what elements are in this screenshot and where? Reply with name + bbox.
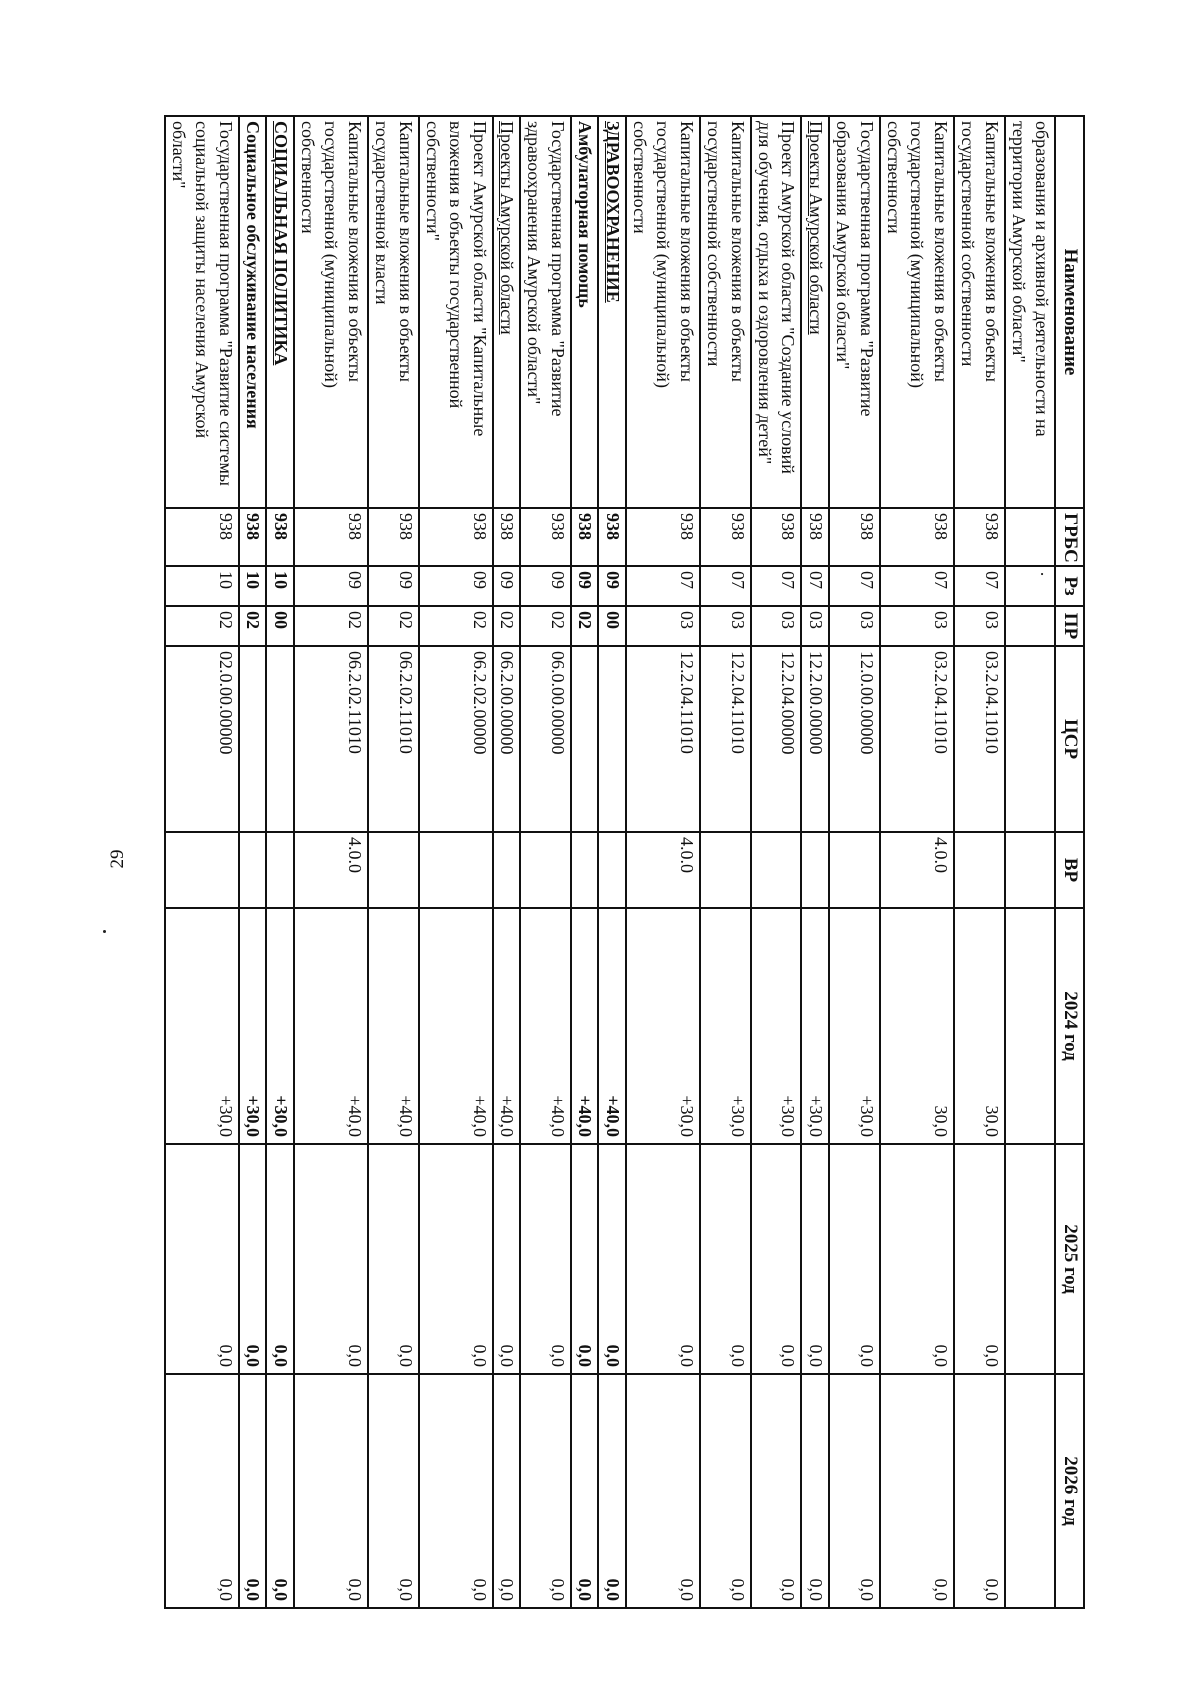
table-row [751, 116, 802, 1608]
cell-2025: 0,0 [829, 1144, 880, 1374]
cell-2024: +30,0 [751, 908, 802, 1144]
cell-2026: 0,0 [520, 1374, 571, 1608]
cell-2025: 0,0 [165, 1144, 239, 1374]
cell-grbs: 938 [571, 508, 598, 566]
cell-grbs: 938 [165, 508, 239, 566]
cell-vr [493, 832, 520, 908]
cell-2024: +30,0 [266, 908, 293, 1144]
cell-vr: 4.0.0 [294, 832, 368, 908]
cell-2024: +30,0 [700, 908, 751, 1144]
cell-2024: +30,0 [165, 908, 239, 1144]
cell-2026: 0,0 [829, 1374, 880, 1608]
cell-pr: 02 [165, 606, 239, 646]
col-header-pr: ПР [1055, 606, 1084, 646]
table-row [700, 116, 751, 1608]
cell-2026: 0,0 [266, 1374, 293, 1608]
cell-grbs: 938 [880, 508, 954, 566]
cell-pr: 03 [880, 606, 954, 646]
cell-2026: 0,0 [880, 1374, 954, 1608]
cell-vr [954, 832, 1005, 908]
table-row [598, 116, 625, 1608]
cell-pr: 00 [266, 606, 293, 646]
cell-vr [829, 832, 880, 908]
budget-table [164, 115, 1085, 1609]
cell-rz: 10 [266, 566, 293, 606]
cell-csr [266, 646, 293, 832]
table-row [419, 116, 493, 1608]
cell-2025: 0,0 [801, 1144, 828, 1374]
table-row [1005, 116, 1056, 1608]
cell-2024: +30,0 [829, 908, 880, 1144]
cell-vr [801, 832, 828, 908]
cell-rz: 07 [801, 566, 828, 606]
table-row [165, 116, 239, 1608]
cell-name: Проекты Амурской области [801, 116, 828, 508]
cell-2024: 30,0 [880, 908, 954, 1144]
cell-2025: 0,0 [294, 1144, 368, 1374]
cell-pr: 03 [954, 606, 1005, 646]
cell-name: Социальное обслуживание населения [239, 116, 266, 508]
cell-name: Капитальные вложения в объекты государственной собственности [700, 116, 751, 508]
cell-2025: 0,0 [598, 1144, 625, 1374]
cell-csr [1005, 646, 1056, 832]
col-header-2024: 2024 год [1055, 908, 1084, 1144]
cell-pr: 02 [368, 606, 419, 646]
cell-csr: 12.2.04.11010 [626, 646, 700, 832]
cell-vr [700, 832, 751, 908]
cell-vr [266, 832, 293, 908]
cell-csr: 06.2.02.00000 [419, 646, 493, 832]
col-header-rz: Рз [1055, 566, 1084, 606]
cell-grbs: 938 [700, 508, 751, 566]
cell-csr [239, 646, 266, 832]
cell-2026: 0,0 [598, 1374, 625, 1608]
cell-pr: 02 [294, 606, 368, 646]
cell-2026: 0,0 [294, 1374, 368, 1608]
table-row [954, 116, 1005, 1608]
col-header-2026: 2026 год [1055, 1374, 1084, 1608]
cell-csr: 12.2.04.11010 [700, 646, 751, 832]
cell-vr [598, 832, 625, 908]
table-row [880, 116, 954, 1608]
cell-vr: 4.0.0 [880, 832, 954, 908]
cell-name: Проект Амурской области "Создание условий для обучения, отдыха и оздоровления детей" [751, 116, 802, 508]
cell-2025: 0,0 [266, 1144, 293, 1374]
cell-grbs: 938 [520, 508, 571, 566]
cell-pr: 02 [419, 606, 493, 646]
cell-pr: 02 [571, 606, 598, 646]
col-header-name: Наименование [1055, 116, 1084, 508]
cell-2024: +40,0 [571, 908, 598, 1144]
cell-2026: 0,0 [801, 1374, 828, 1608]
table-row [520, 116, 571, 1608]
cell-vr [751, 832, 802, 908]
cell-rz: 07 [954, 566, 1005, 606]
cell-pr: 02 [520, 606, 571, 646]
cell-csr: 02.0.00.00000 [165, 646, 239, 832]
cell-2026: 0,0 [493, 1374, 520, 1608]
cell-2025: 0,0 [520, 1144, 571, 1374]
cell-name: Амбулаторная помощь [571, 116, 598, 508]
cell-name: СОЦИАЛЬНАЯ ПОЛИТИКА [266, 116, 293, 508]
table-row [493, 116, 520, 1608]
cell-grbs [1005, 508, 1056, 566]
cell-name: Государственная программа "Развитие образования Амурской области" [829, 116, 880, 508]
rotated-table-container [169, 115, 1085, 1607]
cell-2026: 0,0 [571, 1374, 598, 1608]
table-row [266, 116, 293, 1608]
cell-rz: 07 [829, 566, 880, 606]
cell-2026: 0,0 [165, 1374, 239, 1608]
cell-grbs: 938 [954, 508, 1005, 566]
cell-rz: 10 [165, 566, 239, 606]
cell-2024: +40,0 [520, 908, 571, 1144]
cell-name: Капитальные вложения в объекты государственной (муниципальной) собственности [880, 116, 954, 508]
cell-csr [598, 646, 625, 832]
col-header-grbs: ГРБС [1055, 508, 1084, 566]
cell-2024: +30,0 [801, 908, 828, 1144]
cell-2024: +40,0 [368, 908, 419, 1144]
cell-2025: 0,0 [700, 1144, 751, 1374]
cell-2026: 0,0 [368, 1374, 419, 1608]
col-header-vr: ВР [1055, 832, 1084, 908]
cell-2026 [1005, 1374, 1056, 1608]
page-number: 29 [107, 849, 128, 869]
cell-name: Капитальные вложения в объекты государственной (муниципальной) собственности [294, 116, 368, 508]
cell-2025: 0,0 [626, 1144, 700, 1374]
cell-2024: +40,0 [493, 908, 520, 1144]
cell-rz: 07 [751, 566, 802, 606]
cell-2025 [1005, 1144, 1056, 1374]
cell-grbs: 938 [626, 508, 700, 566]
table-row [571, 116, 598, 1608]
cell-grbs: 938 [801, 508, 828, 566]
cell-name: Капитальные вложения в объекты государственной собственности [954, 116, 1005, 508]
cell-2024 [1005, 908, 1056, 1144]
cell-pr [1005, 606, 1056, 646]
cell-name: Капитальные вложения в объекты государственной (муниципальной) собственности [626, 116, 700, 508]
cell-csr: 12.2.00.00000 [801, 646, 828, 832]
cell-rz: 07 [700, 566, 751, 606]
cell-vr [571, 832, 598, 908]
cell-rz: 09 [493, 566, 520, 606]
cell-2025: 0,0 [239, 1144, 266, 1374]
cell-grbs: 938 [419, 508, 493, 566]
cell-vr [165, 832, 239, 908]
table-row [239, 116, 266, 1608]
cell-csr: 03.2.04.11010 [954, 646, 1005, 832]
cell-2025: 0,0 [419, 1144, 493, 1374]
cell-pr: 00 [598, 606, 625, 646]
cell-2026: 0,0 [751, 1374, 802, 1608]
cell-2024: +30,0 [626, 908, 700, 1144]
cell-rz: 09 [520, 566, 571, 606]
cell-2024: +40,0 [419, 908, 493, 1144]
cell-csr: 06.0.00.00000 [520, 646, 571, 832]
cell-pr: 02 [493, 606, 520, 646]
cell-vr: 4.0.0 [626, 832, 700, 908]
cell-grbs: 938 [493, 508, 520, 566]
cell-csr: 06.2.02.11010 [294, 646, 368, 832]
cell-grbs: 938 [239, 508, 266, 566]
cell-name: Проект Амурской области "Капитальные вложения в объекты государственной собственности" [419, 116, 493, 508]
cell-csr: 03.2.04.11010 [880, 646, 954, 832]
cell-grbs: 938 [368, 508, 419, 566]
cell-grbs: 938 [294, 508, 368, 566]
cell-rz: · [1005, 566, 1056, 606]
cell-vr [368, 832, 419, 908]
cell-2024: +40,0 [294, 908, 368, 1144]
cell-2025: 0,0 [571, 1144, 598, 1374]
cell-rz: 07 [880, 566, 954, 606]
cell-rz: 09 [368, 566, 419, 606]
cell-2025: 0,0 [368, 1144, 419, 1374]
cell-2025: 0,0 [954, 1144, 1005, 1374]
cell-2024: 30,0 [954, 908, 1005, 1144]
cell-pr: 03 [700, 606, 751, 646]
cell-2025: 0,0 [493, 1144, 520, 1374]
cell-grbs: 938 [751, 508, 802, 566]
cell-name: Проекты Амурской области [493, 116, 520, 508]
cell-2026: 0,0 [954, 1374, 1005, 1608]
cell-name: Государственная программа "Развитие здравоохранения Амурской области" [520, 116, 571, 508]
cell-csr [571, 646, 598, 832]
cell-2026: 0,0 [419, 1374, 493, 1608]
cell-vr [239, 832, 266, 908]
table-row [294, 116, 368, 1608]
cell-rz: 09 [598, 566, 625, 606]
cell-name: Государственная программа "Развитие системы социальной защиты населения Амурской области" [165, 116, 239, 508]
table-row [801, 116, 828, 1608]
cell-name: ЗДРАВООХРАНЕНИЕ [598, 116, 625, 508]
cell-2026: 0,0 [700, 1374, 751, 1608]
cell-grbs: 938 [266, 508, 293, 566]
cell-vr [1005, 832, 1056, 908]
cell-name: Капитальные вложения в объекты государственной власти [368, 116, 419, 508]
table-body [165, 116, 1056, 1608]
cell-vr [419, 832, 493, 908]
cell-2024: +40,0 [598, 908, 625, 1144]
col-header-csr: ЦСР [1055, 646, 1084, 832]
cell-pr: 03 [801, 606, 828, 646]
cell-2026: 0,0 [239, 1374, 266, 1608]
cell-pr: 03 [626, 606, 700, 646]
cell-vr [520, 832, 571, 908]
cell-rz: 09 [294, 566, 368, 606]
cell-rz: 10 [239, 566, 266, 606]
table-row [368, 116, 419, 1608]
cell-name: образования и архивной деятельности на территории Амурской области" [1005, 116, 1056, 508]
cell-rz: 09 [419, 566, 493, 606]
col-header-2025: 2025 год [1055, 1144, 1084, 1374]
cell-csr: 12.2.04.00000 [751, 646, 802, 832]
cell-pr: 02 [239, 606, 266, 646]
scan-dot [103, 930, 106, 933]
table-row [626, 116, 700, 1608]
cell-2026: 0,0 [626, 1374, 700, 1608]
cell-2025: 0,0 [751, 1144, 802, 1374]
cell-rz: 07 [626, 566, 700, 606]
cell-2024: +30,0 [239, 908, 266, 1144]
cell-grbs: 938 [598, 508, 625, 566]
cell-pr: 03 [829, 606, 880, 646]
cell-rz: 09 [571, 566, 598, 606]
cell-grbs: 938 [829, 508, 880, 566]
cell-pr: 03 [751, 606, 802, 646]
table-row [829, 116, 880, 1608]
cell-csr: 06.2.00.00000 [493, 646, 520, 832]
cell-csr: 06.2.02.11010 [368, 646, 419, 832]
cell-2025: 0,0 [880, 1144, 954, 1374]
header-row [1055, 116, 1084, 1608]
cell-csr: 12.0.00.00000 [829, 646, 880, 832]
